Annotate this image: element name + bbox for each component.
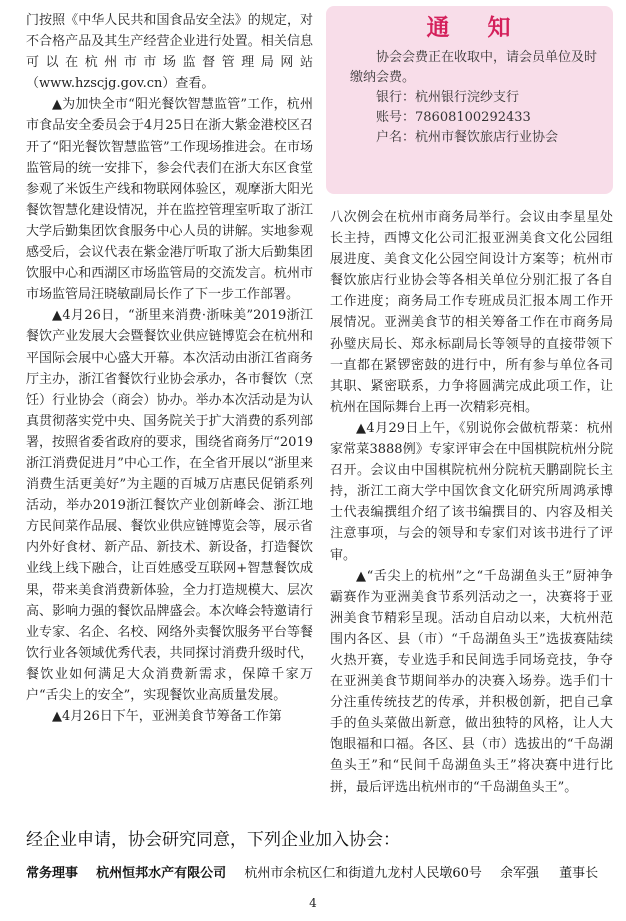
member-address: 杭州市余杭区仁和街道九龙村人民墩60号 bbox=[244, 866, 482, 881]
notice-account: 账号：78608100292433 bbox=[376, 110, 531, 125]
paragraph-zhejiang-catering-conference: ▲4月26日，“浙里来消费·浙味美”2019浙江餐饮产业发展大会暨餐饮业供应链博览会在杭州和平国际会展中心盛大开幕。本次活动由浙江省商务厅主办，浙江省餐饮行业协会承办，各市餐饮（烹饪）行业协会（商会）协办。举办本次活动是为认真贯彻落实党中央、国务院关于扩大消费的系列部署，按照省委省政府的要求，围绕省商务厅“2019浙江消费促进月”中心工作，在全省开展以“浙里来消费生活更美好”为主题的百城万店惠民促销系列活动，举办2019浙江餐饮产业创新峰会、浙江地方民间菜作品展、餐饮业供应链博览会等，展示省内外好食材、新产品、新技术、新设备，打造餐饮业线上线下融合，让百姓感受互联网+智慧餐饮成果，带来美食消费新体验，全力打造规模大、层次高、影响力强的餐饮品牌盛会。本次峰会特邀请行业专家、名企、名校、网络外卖餐饮服务平台等餐饮行业各领域优秀代表，共同探讨消费升级时代，餐饮业如何满足大众消费新需求，保障千家万户“舌尖上的安全”，实现餐饮业高质量发展。 bbox=[26, 308, 313, 703]
member-row bbox=[26, 862, 616, 881]
notice-account-name: 户名：杭州市餐饮旅店行业协会 bbox=[376, 130, 559, 145]
notice-bank: 银行：杭州银行浣纱支行 bbox=[376, 90, 520, 105]
paragraph-sunshine-catering: ▲为加快全市“阳光餐饮智慧监管”工作，杭州市食品安全委员会于4月25日在浙大紫金港校区召开了“阳光餐饮智慧监管”工作现场推进会。在市场监管局的统一安排下，参会代表们在浙大东区食堂参观了米饭生产线和物联网体验区，观摩浙大阳光餐饮智慧化建设情况，并在监控管理室听取了浙江大学后勤集团饮食服务中心人员的讲解。实地参观感受后，会议代表在紫金港厅听取了浙大后勤集团饮服中心和西湖区市场监管局的交流发言。杭州市市场监管局汪晓敏副局长作了下一步工作部署。 bbox=[26, 97, 313, 303]
paragraph-food-safety-continued: 门按照《中华人民共和国食品安全法》的规定，对不合格产品及其生产经营企业进行处置。相关信息可以在杭州市市场监督管理局网站（www.hzscjg.gov.cn）查看。 bbox=[26, 13, 313, 92]
member-company: 杭州恒邦水产有限公司 bbox=[96, 866, 227, 881]
member-person: 余军强 bbox=[500, 866, 540, 881]
notice-box bbox=[326, 6, 613, 194]
left-article-column bbox=[26, 10, 313, 727]
paragraph-asia-food-festival-start: ▲4月26日下午，亚洲美食节筹备工作第 bbox=[52, 709, 282, 725]
member-title: 董事长 bbox=[559, 866, 599, 881]
new-members-heading: 经企业申请，协会研究同意，下列企业加入协会： bbox=[26, 830, 400, 850]
notice-title: 通知 bbox=[426, 15, 549, 41]
paragraph-asia-food-festival-continued: 八次例会在杭州市商务局举行。会议由李星星处长主持，西博文化公司汇报亚洲美食文化公园组展进度、美食文化公园空间设计方案等；杭州市餐饮旅店行业协会等各相关单位分别汇报了各自工作进度；商务局工作专班成员汇报本周工作开展情况。亚洲美食节的相关筹备工作在市商务局孙璧庆局长、郑永标副局长等领导的直接带领下一直都在紧锣密鼓的进行中，所有参与单位各司其职、紧密联系，力争将圆满完成此项工作，让杭州在国际舞台上再一次精彩亮相。 bbox=[330, 210, 613, 415]
paragraph-fish-head-king: ▲“舌尖上的杭州”之“千岛湖鱼头王”厨神争霸赛作为亚洲美食节系列活动之一，决赛将于亚洲美食节精彩呈现。活动自启动以来，大杭州范围内各区、县（市）“千岛湖鱼头王”选拔赛陆续火热开赛，专业选手和民间选手同场竞技，争夺在亚洲美食节期间举办的决赛入场券。选手们十分注重传统技艺的传承，并积极创新，把自己拿手的鱼头菜做出新意，做出独特的风格，让人大饱眼福和口福。各区、县（市）选拔出的“千岛湖鱼头王”和“民间千岛湖鱼头王”将决赛中进行比拼，最后评选出杭州市的“千岛湖鱼头王”。 bbox=[330, 568, 613, 795]
paragraph-hangzhou-cuisine-book: ▲4月29日上午，《别说你会做杭帮菜：杭州家常菜3888例》专家评审会在中国棋院杭州分院召开。会议由中国棋院杭州分院杭天鹏副院长主持，浙江工商大学中国饮食文化研究所周鸿承博士代表编撰组介绍了该书编撰目的、内容及相关注意事项，与会的领导和专家们对该书进行了评审。 bbox=[330, 420, 613, 563]
member-role: 常务理事 bbox=[26, 866, 79, 881]
page-number: 4 bbox=[309, 896, 317, 910]
right-article-column bbox=[330, 207, 613, 798]
notice-body: 协会会费正在收取中，请会员单位及时缴纳会费。 bbox=[350, 50, 598, 85]
